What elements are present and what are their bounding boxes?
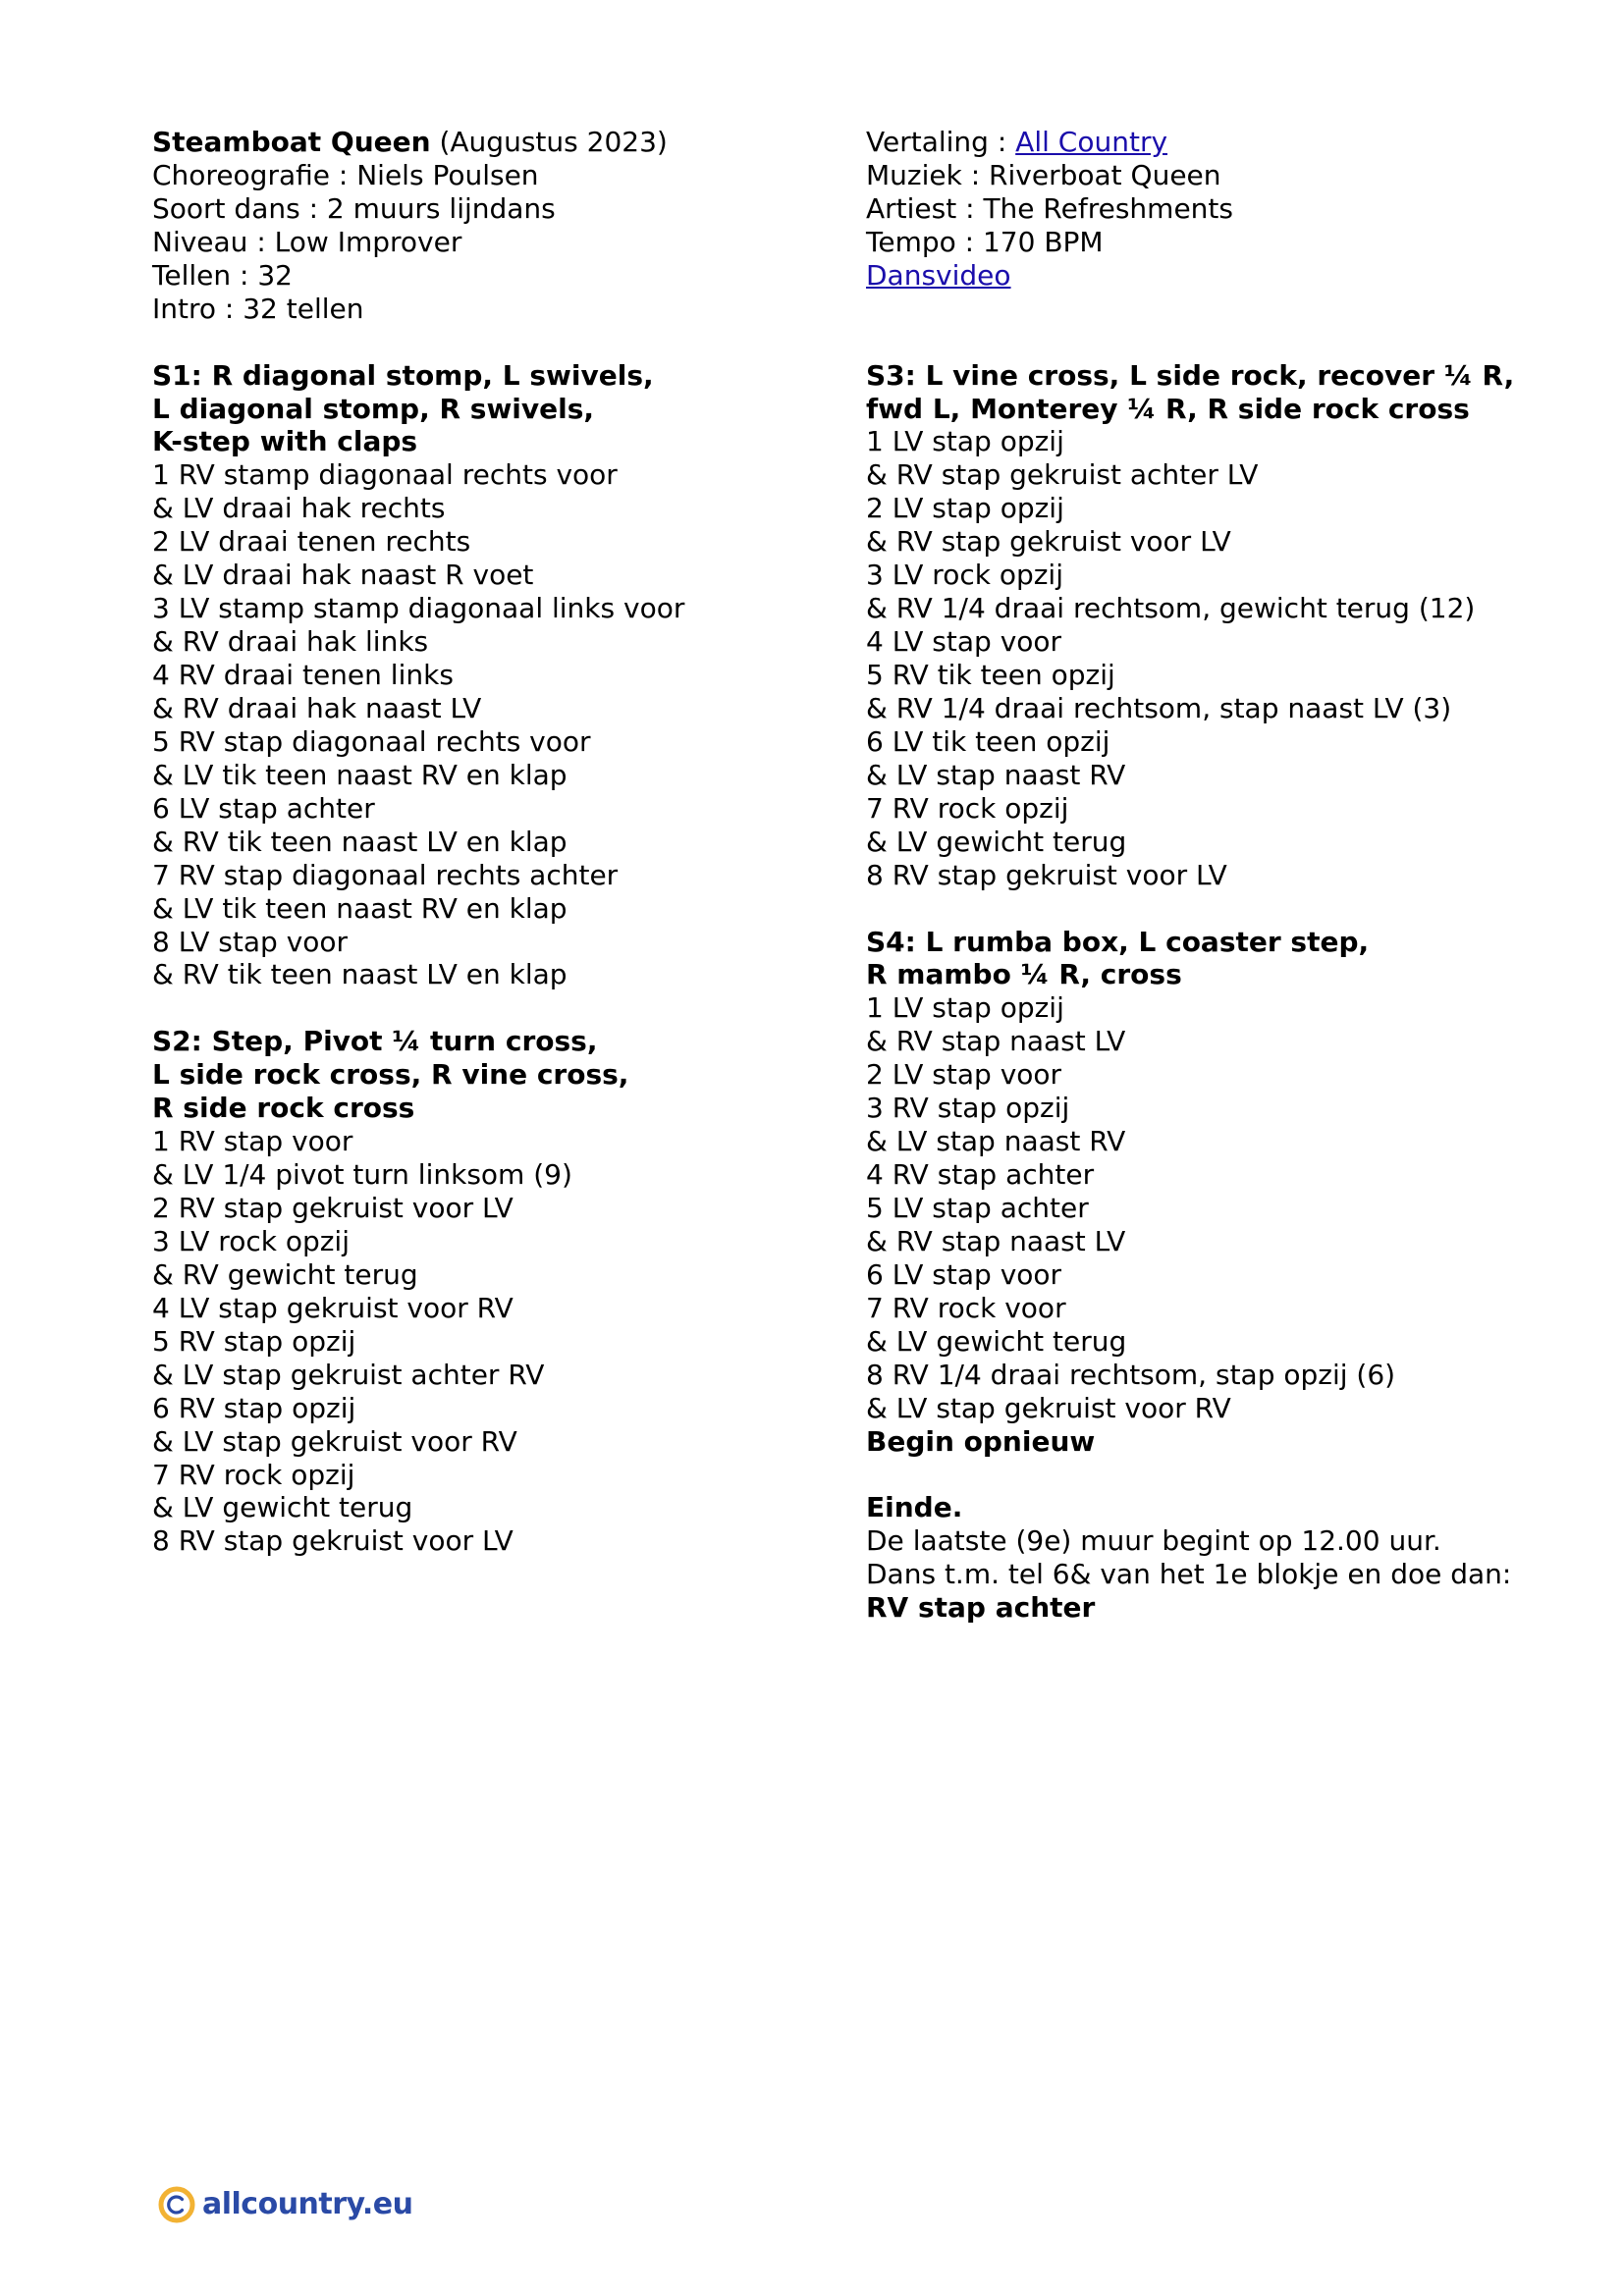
step-line: 2 LV draai tenen rechts	[152, 525, 471, 559]
step-line: & LV gewicht terug	[866, 825, 1127, 858]
step-line: 5 LV stap achter	[866, 1192, 1089, 1224]
step-line: & LV 1/4 pivot turn linksom (9)	[152, 1158, 572, 1192]
dance-video-line	[866, 259, 1593, 293]
step-line: 4 RV stap achter	[866, 1158, 1095, 1192]
dance-title: Steamboat Queen	[152, 126, 431, 158]
section-s3	[866, 359, 1593, 892]
step-line: 7 RV rock opzij	[152, 1458, 355, 1491]
step-line: & LV tik teen naast RV en klap	[152, 891, 568, 925]
step-line: 1 RV stamp diagonaal rechts voor	[152, 458, 618, 492]
section-s4	[866, 926, 1593, 1459]
translation-label: Vertaling :	[866, 126, 1016, 158]
translation-line	[866, 126, 1593, 159]
choreographer: Choreografie : Niels Poulsen	[152, 158, 539, 191]
step-line: 8 RV stap gekruist voor LV	[866, 858, 1227, 891]
dance-type: Soort dans : 2 muurs lijndans	[152, 191, 556, 225]
step-line: & LV stap gekruist achter RV	[152, 1358, 545, 1391]
step-line: & LV draai hak rechts	[152, 492, 446, 525]
step-line: 6 LV stap achter	[152, 791, 375, 825]
step-line: 1 LV stap opzij	[866, 425, 1064, 458]
step-line: & RV gewicht terug	[152, 1257, 418, 1291]
step-line: & RV stap naast LV	[866, 1224, 1126, 1257]
step-line: 6 LV tik teen opzij	[866, 724, 1110, 758]
section-title: L diagonal stomp, R swivels,	[152, 392, 595, 425]
tempo: Tempo : 170 BPM	[866, 225, 1104, 258]
step-line: & RV 1/4 draai rechtsom, gewicht terug (12)	[866, 592, 1476, 625]
right-column	[866, 126, 1593, 1625]
step-line: 2 LV stap voor	[866, 1058, 1062, 1092]
counts: Tellen : 32	[152, 258, 293, 292]
step-line: & RV stap gekruist achter LV	[866, 458, 1259, 492]
step-line: 2 RV stap gekruist voor LV	[152, 1192, 514, 1224]
step-line: 7 RV stap diagonaal rechts achter	[152, 858, 619, 891]
step-line: & LV tik teen naast RV en klap	[152, 758, 568, 791]
ending-text: De laatste (9e) muur begint op 12.00 uur.	[866, 1524, 1441, 1558]
section-s1	[152, 359, 839, 992]
section-title: R mambo ¼ R, cross	[866, 958, 1182, 991]
step-line: 3 RV stap opzij	[866, 1092, 1070, 1125]
step-line: 1 RV stap voor	[152, 1125, 353, 1158]
step-line: 4 RV draai tenen links	[152, 659, 454, 691]
ending-final-step: RV stap achter	[866, 1591, 1096, 1625]
step-line: & LV gewicht terug	[866, 1324, 1127, 1358]
step-line: & RV tik teen naast LV en klap	[152, 825, 568, 858]
step-line: 4 LV stap gekruist voor RV	[152, 1291, 514, 1324]
step-line: 7 RV rock opzij	[866, 791, 1069, 825]
restart-note: Begin opnieuw	[866, 1424, 1096, 1458]
step-line: & RV tik teen naast LV en klap	[152, 958, 568, 991]
step-line: 8 RV 1/4 draai rechtsom, stap opzij (6)	[866, 1358, 1396, 1391]
dance-video-link[interactable]: Dansvideo	[866, 258, 1011, 292]
step-line: & LV draai hak naast R voet	[152, 559, 534, 592]
level: Niveau : Low Improver	[152, 225, 462, 258]
section-title: L side rock cross, R vine cross,	[152, 1058, 629, 1092]
step-line: 4 LV stap voor	[866, 625, 1062, 659]
ending-title: Einde.	[866, 1491, 963, 1524]
step-line: 6 LV stap voor	[866, 1257, 1062, 1291]
logo-text: allcountry.eu	[202, 2187, 413, 2222]
dance-title-line	[152, 126, 839, 159]
section-title: S2: Step, Pivot ¼ turn cross,	[152, 1025, 598, 1058]
section-s2	[152, 1025, 839, 1558]
intro: Intro : 32 tellen	[152, 292, 364, 325]
step-line: & RV draai hak naast LV	[152, 691, 482, 724]
step-line: & RV draai hak links	[152, 625, 429, 659]
ending-text: Dans t.m. tel 6& van het 1e blokje en doe dan:	[866, 1558, 1512, 1591]
step-line: & RV stap gekruist voor LV	[866, 525, 1231, 559]
allcountry-logo	[157, 2185, 412, 2224]
step-line: 7 RV rock voor	[866, 1291, 1066, 1324]
section-title: K-step with claps	[152, 425, 418, 458]
section-title: R side rock cross	[152, 1092, 415, 1125]
step-line: 3 LV rock opzij	[866, 559, 1063, 592]
artist: Artiest : The Refreshments	[866, 191, 1233, 225]
section-title: S1: R diagonal stomp, L swivels,	[152, 358, 654, 392]
left-column	[152, 126, 839, 1558]
step-line: & RV 1/4 draai rechtsom, stap naast LV (3)	[866, 691, 1452, 724]
section-title: S3: L vine cross, L side rock, recover ¼ R,	[866, 358, 1515, 392]
step-line: 6 RV stap opzij	[152, 1391, 356, 1424]
section-title: S4: L rumba box, L coaster step,	[866, 925, 1370, 958]
step-line: & LV gewicht terug	[152, 1491, 413, 1524]
step-line: & LV stap gekruist voor RV	[866, 1391, 1231, 1424]
ending-section	[866, 1491, 1593, 1625]
step-line: 8 RV stap gekruist voor LV	[152, 1524, 514, 1558]
copyright-c-icon	[157, 2185, 196, 2224]
step-line: 1 LV stap opzij	[866, 991, 1064, 1025]
step-line: 5 RV tik teen opzij	[866, 659, 1115, 691]
step-line: & LV stap naast RV	[866, 1125, 1126, 1158]
dance-date: (Augustus 2023)	[430, 126, 668, 158]
all-country-link[interactable]: All Country	[1015, 126, 1168, 158]
section-title: fwd L, Monterey ¼ R, R side rock cross	[866, 392, 1470, 425]
step-line: 5 RV stap opzij	[152, 1324, 356, 1358]
step-line: 3 LV rock opzij	[152, 1224, 350, 1257]
step-line: & LV stap gekruist voor RV	[152, 1424, 517, 1458]
music: Muziek : Riverboat Queen	[866, 158, 1221, 191]
step-line: & RV stap naast LV	[866, 1025, 1126, 1058]
step-line: 5 RV stap diagonaal rechts voor	[152, 724, 591, 758]
step-line: 8 LV stap voor	[152, 925, 349, 958]
step-line: 2 LV stap opzij	[866, 492, 1064, 525]
step-line: 3 LV stamp stamp diagonaal links voor	[152, 592, 685, 625]
step-line: & LV stap naast RV	[866, 758, 1126, 791]
